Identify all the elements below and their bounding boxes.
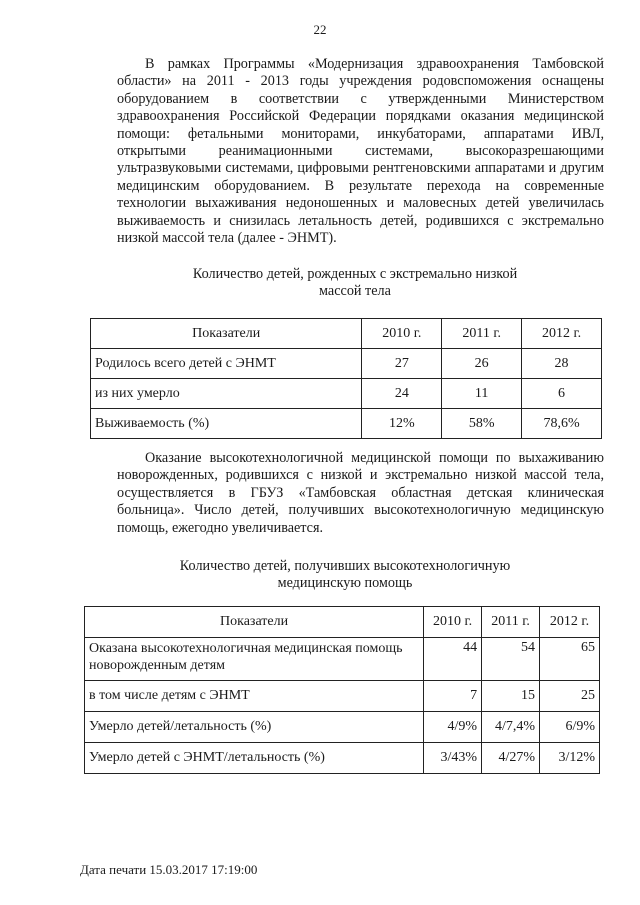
table1-title <box>90 266 620 300</box>
header-2011: 2011 г. <box>442 319 522 349</box>
table-row <box>91 349 602 379</box>
table1-title-line1: Количество детей, рожденных с экстремально низкой <box>192 266 518 282</box>
cell-2011: 26 <box>442 349 522 379</box>
row-label: Умерло детей/летальность (%) <box>85 712 424 743</box>
table-row <box>85 638 600 681</box>
cell-2010: 12% <box>362 409 442 439</box>
row-label: из них умерло <box>91 379 362 409</box>
cell-2011: 4/27% <box>482 743 540 774</box>
header-indicators: Показатели <box>91 319 362 349</box>
cell-2011: 58% <box>442 409 522 439</box>
cell-2012: 3/12% <box>540 743 600 774</box>
table-row <box>85 743 600 774</box>
header-indicators: Показатели <box>85 607 424 638</box>
row-label: Выживаемость (%) <box>91 409 362 439</box>
row-label: в том числе детям с ЭНМТ <box>85 681 424 712</box>
page-number: 22 <box>313 22 327 37</box>
table2-title <box>80 558 610 592</box>
print-date-footer: Дата печати 15.03.2017 17:19:00 <box>80 862 258 877</box>
row-label: Умерло детей с ЭНМТ/летальность (%) <box>85 743 424 774</box>
cell-2010: 3/43% <box>424 743 482 774</box>
cell-2012: 65 <box>540 638 600 681</box>
header-2010: 2010 г. <box>362 319 442 349</box>
header-2011: 2011 г. <box>482 607 540 638</box>
cell-2010: 7 <box>424 681 482 712</box>
row-label: Родилось всего детей с ЭНМТ <box>91 349 362 379</box>
cell-2010: 24 <box>362 379 442 409</box>
table-header-row <box>85 607 600 638</box>
cell-2012: 78,6% <box>522 409 602 439</box>
cell-2012: 25 <box>540 681 600 712</box>
header-2012: 2012 г. <box>540 607 600 638</box>
cell-2010: 4/9% <box>424 712 482 743</box>
table2-title-line2: медицинскую помощь <box>277 575 413 591</box>
row-label: Оказана высокотехнологичная медицинская помощь новорожденным детям <box>85 638 424 681</box>
table-row <box>91 379 602 409</box>
table-high-tech-care <box>84 606 600 774</box>
table-row <box>91 409 602 439</box>
cell-2011: 54 <box>482 638 540 681</box>
table-enmt-births <box>90 318 602 439</box>
cell-2012: 6 <box>522 379 602 409</box>
paragraph-high-tech-care: Оказание высокотехнологичной медицинской помощи по выхаживанию новорожденных, родившихся с низкой и экстремально низкой массой тела, осуществляется в ГБУЗ «Тамбовская областная детская клиническая больница». Число детей, получивших высокотехнологичную медицинскую помощь, ежегодно увеличивается. <box>117 450 604 536</box>
header-2010: 2010 г. <box>424 607 482 638</box>
cell-2011: 11 <box>442 379 522 409</box>
table2-title-line1: Количество детей, получивших высокотехнологичную <box>179 558 511 574</box>
paragraph-modernization: В рамках Программы «Модернизация здравоохранения Тамбовской области» на 2011 - 2013 годы учреждения родовспоможения оснащены оборудованием в соответствии с утвержденными Министерством здравоохранения Российской Федерации порядками оказания медицинской помощи: фетальными мониторами, инкубаторами, аппаратами ИВЛ, открытыми реанимационными системами, высокоразрешающими ультразвуковыми системами, цифровыми рентгеновскими аппаратами и другим медицинским оборудованием. В результате перехода на современные технологии выхаживания недоношенных и маловесных детей увеличилась выживаемость и снизилась летальность детей, родившихся с экстремально низкой массой тела (далее - ЭНМТ). <box>117 56 604 247</box>
cell-2012: 28 <box>522 349 602 379</box>
cell-2010: 27 <box>362 349 442 379</box>
cell-2011: 4/7,4% <box>482 712 540 743</box>
table-row <box>85 681 600 712</box>
cell-2010: 44 <box>424 638 482 681</box>
table1-title-line2: массой тела <box>319 283 391 299</box>
header-2012: 2012 г. <box>522 319 602 349</box>
cell-2012: 6/9% <box>540 712 600 743</box>
table-header-row <box>91 319 602 349</box>
cell-2011: 15 <box>482 681 540 712</box>
table-row <box>85 712 600 743</box>
